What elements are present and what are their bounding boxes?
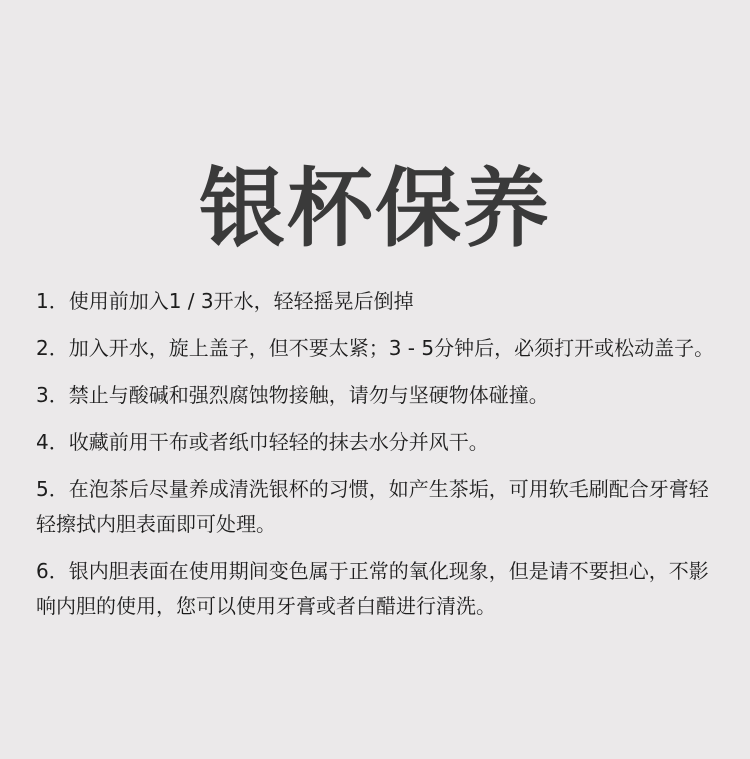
instruction-item-2: 2．加入开水，旋上盖子，但不要太紧；3 - 5分钟后，必须打开或松动盖子。 (36, 336, 715, 360)
instruction-item-1: 1．使用前加入1 / 3开水，轻轻摇晃后倒掉 (36, 289, 414, 313)
instruction-item-3: 3．禁止与酸碱和强烈腐蚀物接触，请勿与坚硬物体碰撞。 (36, 383, 549, 407)
instruction-item-5: 5．在泡茶后尽量养成清洗银杯的习惯，如产生茶垢，可用软毛刷配合牙膏轻轻擦拭内胆表面即可处理。 (36, 477, 709, 536)
instruction-item-6: 6．银内胆表面在使用期间变色属于正常的氧化现象，但是请不要担心，不影响内胆的使用，您可以使用牙膏或者白醋进行清洗。 (36, 559, 709, 618)
instruction-item-4: 4．收藏前用干布或者纸巾轻轻的抹去水分并风干。 (36, 430, 489, 454)
page-title: 银杯保养 (199, 158, 551, 259)
instruction-list (36, 284, 726, 636)
